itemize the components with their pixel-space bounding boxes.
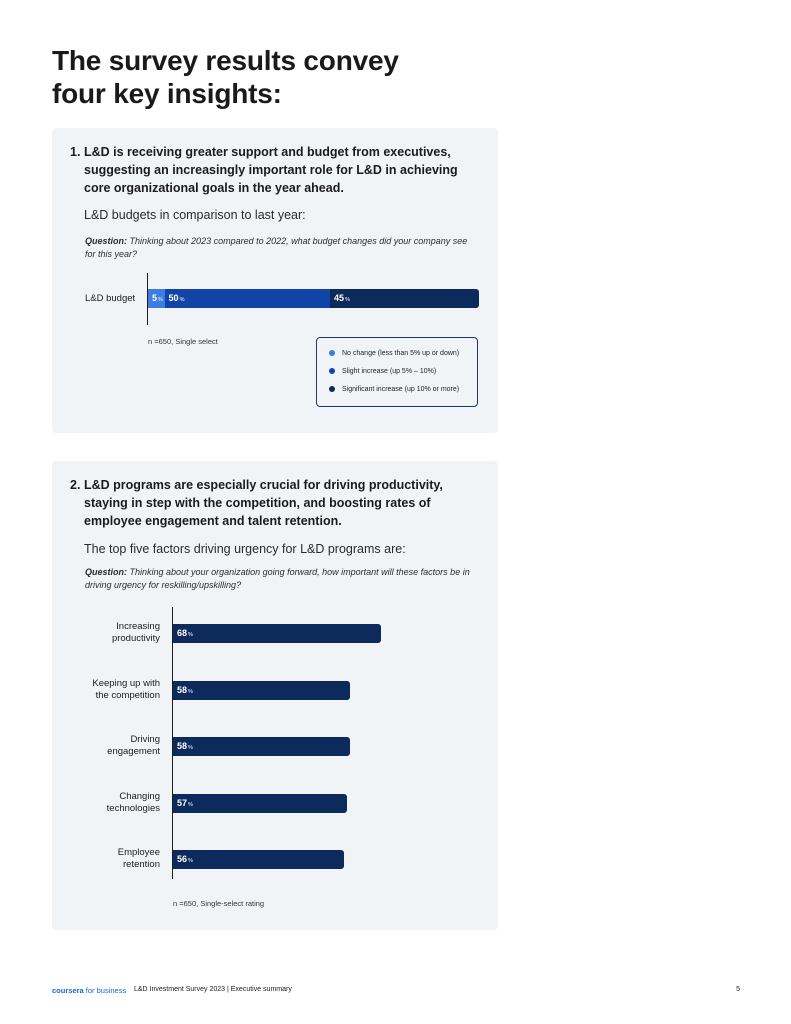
- bar-category-label-line: the competition: [95, 689, 160, 701]
- segment-unit-label: %: [345, 297, 350, 303]
- question-label: Question:: [85, 567, 127, 577]
- bar-category-label-line: Changing: [119, 790, 160, 802]
- bar-category-label-line: Keeping up with: [92, 677, 160, 689]
- legend-label-significant-increase: Significant increase (up 10% or more): [342, 385, 460, 393]
- bar: [173, 624, 381, 643]
- page-title-line-1: The survey results convey: [52, 45, 399, 76]
- insight-1-question: [85, 235, 475, 261]
- segment-value-label: 5: [152, 293, 158, 303]
- bar: [173, 737, 350, 756]
- chart-2-sample-note: n =650, Single-select rating: [173, 899, 265, 908]
- segment-unit-label: %: [158, 297, 163, 303]
- legend-item-significant-increase: [329, 380, 477, 398]
- bar: [173, 681, 350, 700]
- brand-logo: [52, 986, 126, 995]
- chart-1-category-label: L&D budget: [85, 293, 136, 304]
- bar-value-label: 58: [177, 684, 188, 695]
- stacked-bar-segment-2: [165, 289, 331, 308]
- footer-text: L&D Investment Survey 2023 | Executive summary: [134, 986, 292, 993]
- insight-2-question: [85, 566, 475, 592]
- brand-suffix: for business: [85, 986, 127, 995]
- bar-value-label: 57: [177, 797, 188, 808]
- insight-1-text: L&D is receiving greater support and budget from executives, suggesting an increasingly important role for L&D in achieving core organizational goals in the year ahead.: [84, 145, 458, 195]
- insight-1-number: 1.: [70, 145, 81, 159]
- insight-2-subhead: The top five factors driving urgency for L&D programs are:: [84, 542, 406, 556]
- bar-unit-label: %: [188, 745, 193, 751]
- page-title: [52, 44, 399, 110]
- chart-1-sample-note: n =650, Single select: [148, 337, 218, 346]
- legend-dot-significant-increase: [329, 386, 335, 392]
- bar: [173, 850, 344, 869]
- insight-card-2: [52, 461, 498, 930]
- segment-unit-label: %: [179, 297, 185, 303]
- bar-category-label-line: Driving: [130, 734, 160, 745]
- bar-value-label: 58: [177, 741, 188, 751]
- legend-item-no-change: [329, 344, 477, 362]
- bar-unit-label: %: [188, 858, 193, 864]
- stacked-bar-segment-3: [330, 289, 479, 308]
- bar-category-label-line: engagement: [107, 746, 160, 757]
- bar-unit-label: %: [188, 632, 193, 638]
- insight-card-1: [52, 128, 498, 433]
- stacked-bar-segment-1: [148, 289, 165, 308]
- bar-category-label-line: Employee: [117, 847, 160, 858]
- chart-1-stacked-bar: [148, 289, 479, 308]
- bar-value-label: 68: [177, 628, 188, 638]
- legend-item-slight-increase: [329, 362, 477, 380]
- page-footer: [52, 986, 740, 998]
- bar-category-label-line: technologies: [106, 802, 160, 814]
- bar-category-label: [70, 734, 160, 758]
- bar-category-label-line: Increasing: [116, 621, 160, 632]
- bar-unit-label: %: [188, 688, 193, 695]
- segment-value-label: 50: [168, 293, 179, 303]
- insight-2-heading: [70, 476, 470, 530]
- bar-category-label: [70, 847, 160, 871]
- question-label: Question:: [85, 236, 127, 246]
- question-text: Thinking about 2023 compared to 2022, what budget changes did your company see for this year?: [85, 236, 468, 259]
- page-number: 5: [736, 986, 740, 993]
- insight-1-heading: [70, 143, 470, 197]
- bar: [173, 794, 347, 813]
- bar-category-label-line: productivity: [111, 633, 160, 644]
- insight-2-number: 2.: [70, 478, 81, 492]
- bar-category-label: [70, 678, 160, 702]
- chart-1-legend: [316, 337, 478, 407]
- bar-category-label: [70, 791, 160, 815]
- page-title-line-2: four key insights:: [52, 78, 282, 109]
- bar-category-label: [70, 621, 160, 645]
- bar-unit-label: %: [188, 801, 193, 808]
- insight-1-subhead: L&D budgets in comparison to last year:: [84, 208, 306, 222]
- legend-dot-slight-increase: [329, 368, 335, 374]
- legend-label-slight-increase: Slight increase (up 5% – 10%): [342, 367, 437, 375]
- question-text: Thinking about your organization going forward, how important will these factors be in driving urgency for reskilling/upskilling?: [85, 567, 470, 590]
- brand-name: coursera: [52, 986, 84, 995]
- segment-value-label: 45: [334, 293, 345, 303]
- bar-category-label-line: retention: [123, 859, 160, 870]
- legend-label-no-change: No change (less than 5% up or down): [342, 349, 460, 357]
- insight-2-text: L&D programs are especially crucial for driving productivity, staying in step with the competition, and boosting rates of employee engagement and talent retention.: [84, 478, 443, 528]
- legend-dot-no-change: [329, 350, 335, 356]
- bar-value-label: 56: [177, 854, 188, 864]
